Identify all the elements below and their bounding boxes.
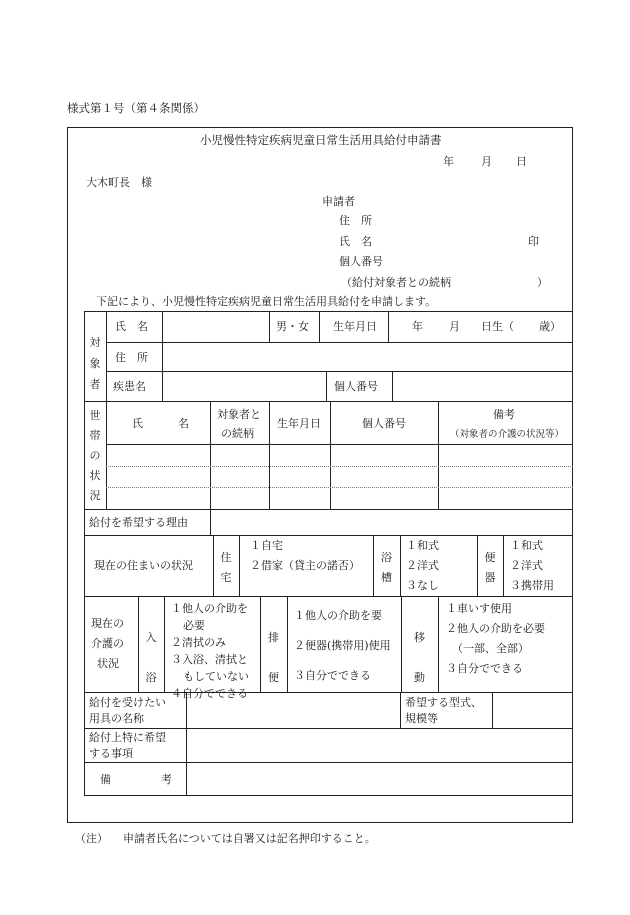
household-label-char: 状 [89,469,101,482]
equipment-name-label-1: 給付を受けたい [89,696,166,709]
household-col-notes-sub: （対象者の介護の状況等） [450,429,565,440]
care-divider-4 [287,596,288,692]
age-unit-label: 歳） [539,320,561,333]
table-right-line [572,311,573,796]
reason-label: 給付を希望する理由 [89,516,188,529]
addressee: 大木町長 様 [86,176,152,189]
applicant-heading: 申請者 [322,195,355,208]
care-bath-option: ２清拭のみ [171,636,226,650]
subject-label-char: 者 [89,378,101,391]
household-header-line [106,444,573,445]
equipment-name-label-2: 用具の名称 [89,712,144,725]
household-col2-line [269,401,270,509]
form-title: 小児慢性特定疾病児童日常生活用具給付申請書 [200,133,442,147]
house-label [213,548,239,588]
birth-divider [388,311,389,342]
care-bath-label-char: 入 [145,631,157,644]
birth-year-label: 年 [412,320,423,333]
household-label-char: 況 [89,489,101,502]
bath-label-char: 槽 [381,571,392,584]
lower-label-divider [186,692,187,795]
sex-divider-left [269,311,270,342]
applicant-name-label: 氏 名 [339,235,372,248]
date-day: 日 [516,155,527,168]
household-col-name-2: 名 [178,417,189,430]
care-bath-option: ３入浴、清拭と [171,653,248,667]
equipment-divider-2 [492,692,493,728]
equipment-model-label-1: 希望する型式、 [405,696,482,709]
applicant-relation-close: ） [537,276,548,289]
subject-disease-label: 疾患名 [113,380,146,393]
household-col-birth: 生年月日 [277,417,321,430]
house-option-1: １自宅 [250,539,283,552]
remarks-label-1: 備 [100,773,111,786]
subject-id-label: 個人番号 [334,380,378,393]
care-bath-option: 必要 [183,619,205,633]
toilet-label-char: 便 [484,551,496,564]
sex-divider-right [319,311,320,342]
household-label-char: 世 [89,409,101,422]
house-label-char: 住 [220,551,232,564]
subject-label-char: 象 [89,357,101,370]
id-divider-right [392,371,393,401]
household-label-char: の [89,449,101,462]
bath-label [373,548,400,588]
toilet-label-char: 器 [484,571,496,584]
subject-row2-line [106,371,573,372]
move-label-char: 動 [414,671,425,684]
id-divider-left [326,371,327,401]
special-label-1: 給付上特に希望 [89,731,166,744]
care-bath-option: もしていない [183,670,249,684]
care-bath-option: ４自分でできる [171,687,248,701]
excretion-label [260,618,287,698]
bath-option-2: ２洋式 [406,559,439,572]
applicant-address-label: 住 所 [339,214,372,227]
subject-label-divider [106,311,107,401]
applicant-id-label: 個人番号 [339,255,383,268]
household-label-divider [106,401,107,509]
seal-mark: 印 [528,235,539,248]
care-label-2: 介護の [91,637,124,650]
toilet-option-2: ２洋式 [510,559,543,572]
housing-divider-4 [400,535,401,596]
excretion-option-1: １他人の介助を要 [294,609,382,622]
household-col-relation-2: の続柄 [221,427,254,440]
care-bath-options [171,600,249,702]
household-col-name-1: 氏 [132,417,143,430]
care-bath-label [138,618,164,698]
housing-divider-6 [503,535,504,596]
birth-month-label: 月 [449,320,460,333]
care-label-3: 状況 [97,657,119,670]
reason-divider [210,509,211,535]
subject-address-label: 住 所 [115,351,148,364]
equipment-model-label-2: 規模等 [405,712,438,725]
subject-bottom-line [84,401,573,402]
excretion-option-2: ２便器(携帯用)使用 [294,639,391,652]
note-prefix: （注） [75,832,108,845]
house-label-char: 宅 [220,571,232,584]
special-bottom-line [84,762,573,763]
note-text: 申請者氏名については自署又は記名押印すること。 [123,832,376,845]
bath-label-char: 浴 [381,551,392,564]
intro-text: 下記により、小児慢性特定疾病児童日常生活用具給付を申請します。 [96,295,437,308]
subject-field-divider [162,311,163,401]
care-label-1: 現在の [91,617,124,630]
applicant-relation-label: （給付対象者との続柄 [341,276,451,289]
table-bottom-line [84,795,573,796]
remarks-label-2: 考 [161,773,172,786]
care-divider-6 [438,596,439,692]
sex-selector[interactable]: 男・女 [276,320,309,333]
special-label-2: する事項 [89,747,133,760]
date-year: 年 [443,155,454,168]
reason-bottom-line [84,535,573,536]
household-col-id: 個人番号 [362,417,406,430]
household-col-notes: 備考 [493,408,515,421]
move-label-char: 移 [414,631,425,644]
housing-label: 現在の住まいの状況 [94,559,193,572]
move-option-1: １車いす使用 [446,602,512,615]
bath-option-1: １和式 [406,539,439,552]
household-col3-line [330,401,331,509]
housing-bottom-line [84,596,573,597]
household-dotted-line-2 [106,487,573,488]
subject-label-char: 対 [89,336,101,349]
house-option-2: ２借家（貸主の諾否） [250,559,360,572]
subject-row1-line [106,342,573,343]
subject-birth-label: 生年月日 [333,320,377,333]
move-option-2b: （一部、全部） [452,642,529,655]
form-number: 様式第１号（第４条関係） [67,101,205,115]
care-bath-option: １他人の介助を [171,602,248,615]
toilet-option-3: ３携帯用 [510,579,554,592]
excretion-option-3: ３自分でできる [294,669,371,682]
excretion-label-char: 排 [268,631,279,644]
care-divider-2 [164,596,165,692]
move-label [401,618,438,698]
subject-name-label: 氏 名 [115,320,148,333]
household-col1-line [210,401,211,509]
subject-label [84,332,106,395]
excretion-label-char: 便 [268,671,279,684]
household-col4-line [438,401,439,509]
equipment-bottom-line [84,728,573,729]
bath-option-3: ３なし [406,579,439,592]
household-col-relation-1: 対象者と [217,408,261,421]
move-option-3: ３自分でできる [446,662,523,675]
household-label [84,406,106,506]
housing-divider-2 [239,535,240,596]
household-dotted-line-1 [106,466,573,467]
toilet-label [477,548,503,588]
move-option-2: ２他人の介助を必要 [446,622,545,635]
care-bath-label-char: 浴 [145,671,157,684]
household-label-char: 帯 [89,429,101,442]
table-top-line [84,311,573,312]
household-bottom-line [84,509,573,510]
birth-day-label: 日生（ [481,320,514,333]
toilet-option-1: １和式 [510,539,543,552]
date-month: 月 [481,155,492,168]
